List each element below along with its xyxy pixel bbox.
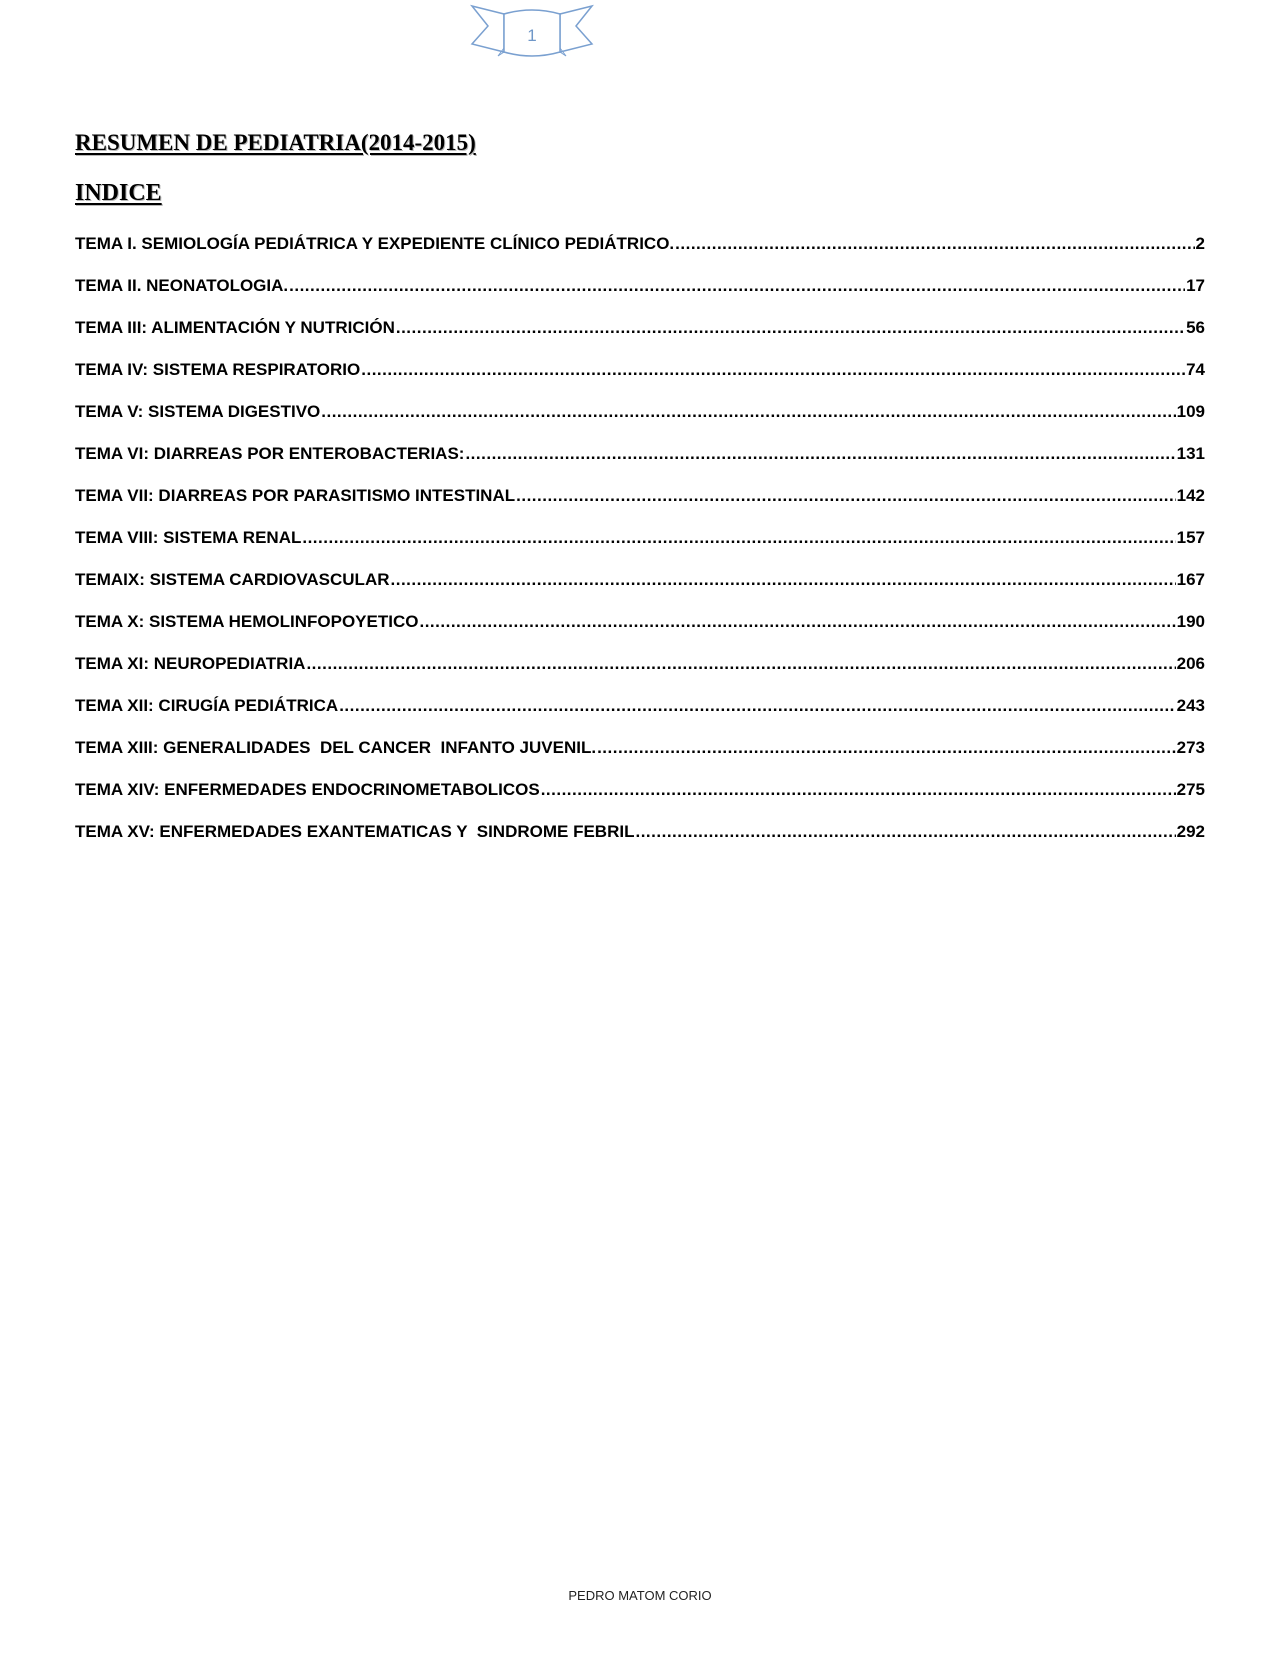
toc-entry-tema-iii[interactable]	[75, 318, 1205, 360]
toc-entry-page: 243	[1176, 696, 1205, 715]
dot-leader	[302, 528, 1175, 548]
toc-entry-page: 2	[1195, 234, 1205, 253]
toc-entry-tema-iv[interactable]	[75, 360, 1205, 402]
toc-entry-title: TEMA VII: DIARREAS POR PARASITISMO INTESTINAL	[75, 486, 516, 505]
toc-entry-page: 142	[1176, 486, 1205, 505]
index-heading: INDICE	[75, 180, 162, 206]
toc-entry-page: 109	[1176, 402, 1205, 421]
toc-entry-title: TEMAIX: SISTEMA CARDIOVASCULAR	[75, 570, 390, 589]
toc-entry-title: TEMA III: ALIMENTACIÓN Y NUTRICIÓN	[75, 318, 395, 337]
toc-entry-title: TEMA XV: ENFERMEDADES EXANTEMATICAS Y SINDROME FEBRIL	[75, 822, 635, 841]
toc-entry-page: 292	[1176, 822, 1205, 841]
dot-leader	[516, 486, 1176, 506]
toc-entry-title: TEMA XIII: GENERALIDADES DEL CANCER INFANTO JUVENIL.	[75, 738, 597, 757]
toc-entry-title: TEMA XI: NEUROPEDIATRIA	[75, 654, 306, 673]
toc-entry-tema-xiii[interactable]	[75, 738, 1205, 780]
toc-entry-title: TEMA XIV: ENFERMEDADES ENDOCRINOMETABOLICOS	[75, 780, 540, 799]
toc-entry-tema-xi[interactable]	[75, 654, 1205, 696]
toc-entry-tema-xii[interactable]	[75, 696, 1205, 738]
toc-entry-page: 273	[1176, 738, 1205, 757]
document-title: RESUMEN DE PEDIATRIA(2014-2015)	[75, 130, 476, 155]
toc-entry-tema-x[interactable]	[75, 612, 1205, 654]
toc-entry-title: TEMA I. SEMIOLOGÍA PEDIÁTRICA Y EXPEDIENTE CLÍNICO PEDIÁTRICO.	[75, 234, 675, 253]
toc-entry-page: 56	[1186, 318, 1205, 337]
toc-entry-tema-vi[interactable]	[75, 444, 1205, 486]
dot-leader	[635, 822, 1175, 842]
dot-leader	[675, 234, 1194, 254]
toc-entry-page: 74	[1186, 360, 1205, 379]
toc-entry-title: TEMA XII: CIRUGÍA PEDIÁTRICA	[75, 696, 339, 715]
dot-leader	[597, 738, 1176, 758]
toc-entry-tema-xv[interactable]	[75, 822, 1205, 864]
toc-entry-tema-vii[interactable]	[75, 486, 1205, 528]
toc-entry-page: 131	[1176, 444, 1205, 463]
toc-entry-title: TEMA II. NEONATOLOGIA.	[75, 276, 289, 295]
toc-entry-tema-ii[interactable]	[75, 276, 1205, 318]
dot-leader	[465, 444, 1175, 464]
dot-leader	[396, 318, 1185, 338]
toc-entry-page: 17	[1186, 276, 1205, 295]
toc-entry-page: 275	[1176, 780, 1205, 799]
dot-leader	[361, 360, 1185, 380]
toc-entry-title: TEMA X: SISTEMA HEMOLINFOPOYETICO	[75, 612, 419, 631]
toc-entry-tema-i[interactable]	[75, 234, 1205, 276]
page-number: 1	[527, 26, 537, 45]
toc-entry-page: 190	[1176, 612, 1205, 631]
dot-leader	[321, 402, 1175, 422]
toc-entry-tema-viii[interactable]	[75, 528, 1205, 570]
toc-entry-page: 157	[1176, 528, 1205, 547]
footer-author: PEDRO MATOM CORIO	[568, 1588, 712, 1603]
dot-leader	[306, 654, 1175, 674]
dot-leader	[541, 780, 1176, 800]
toc-entry-title: TEMA VIII: SISTEMA RENAL	[75, 528, 302, 547]
dot-leader	[419, 612, 1175, 632]
dot-leader	[289, 276, 1185, 296]
toc-entry-tema-ix[interactable]	[75, 570, 1205, 612]
toc-entry-title: TEMA VI: DIARREAS POR ENTEROBACTERIAS:	[75, 444, 465, 463]
toc-entry-tema-v[interactable]	[75, 402, 1205, 444]
toc-entry-tema-xiv[interactable]	[75, 780, 1205, 822]
toc-entry-page: 206	[1176, 654, 1205, 673]
page-number-banner	[468, 2, 596, 62]
dot-leader	[339, 696, 1175, 716]
toc-entry-title: TEMA IV: SISTEMA RESPIRATORIO	[75, 360, 361, 379]
dot-leader	[391, 570, 1176, 590]
toc-entry-title: TEMA V: SISTEMA DIGESTIVO	[75, 402, 321, 421]
toc-entry-page: 167	[1176, 570, 1205, 589]
table-of-contents	[75, 234, 1205, 864]
